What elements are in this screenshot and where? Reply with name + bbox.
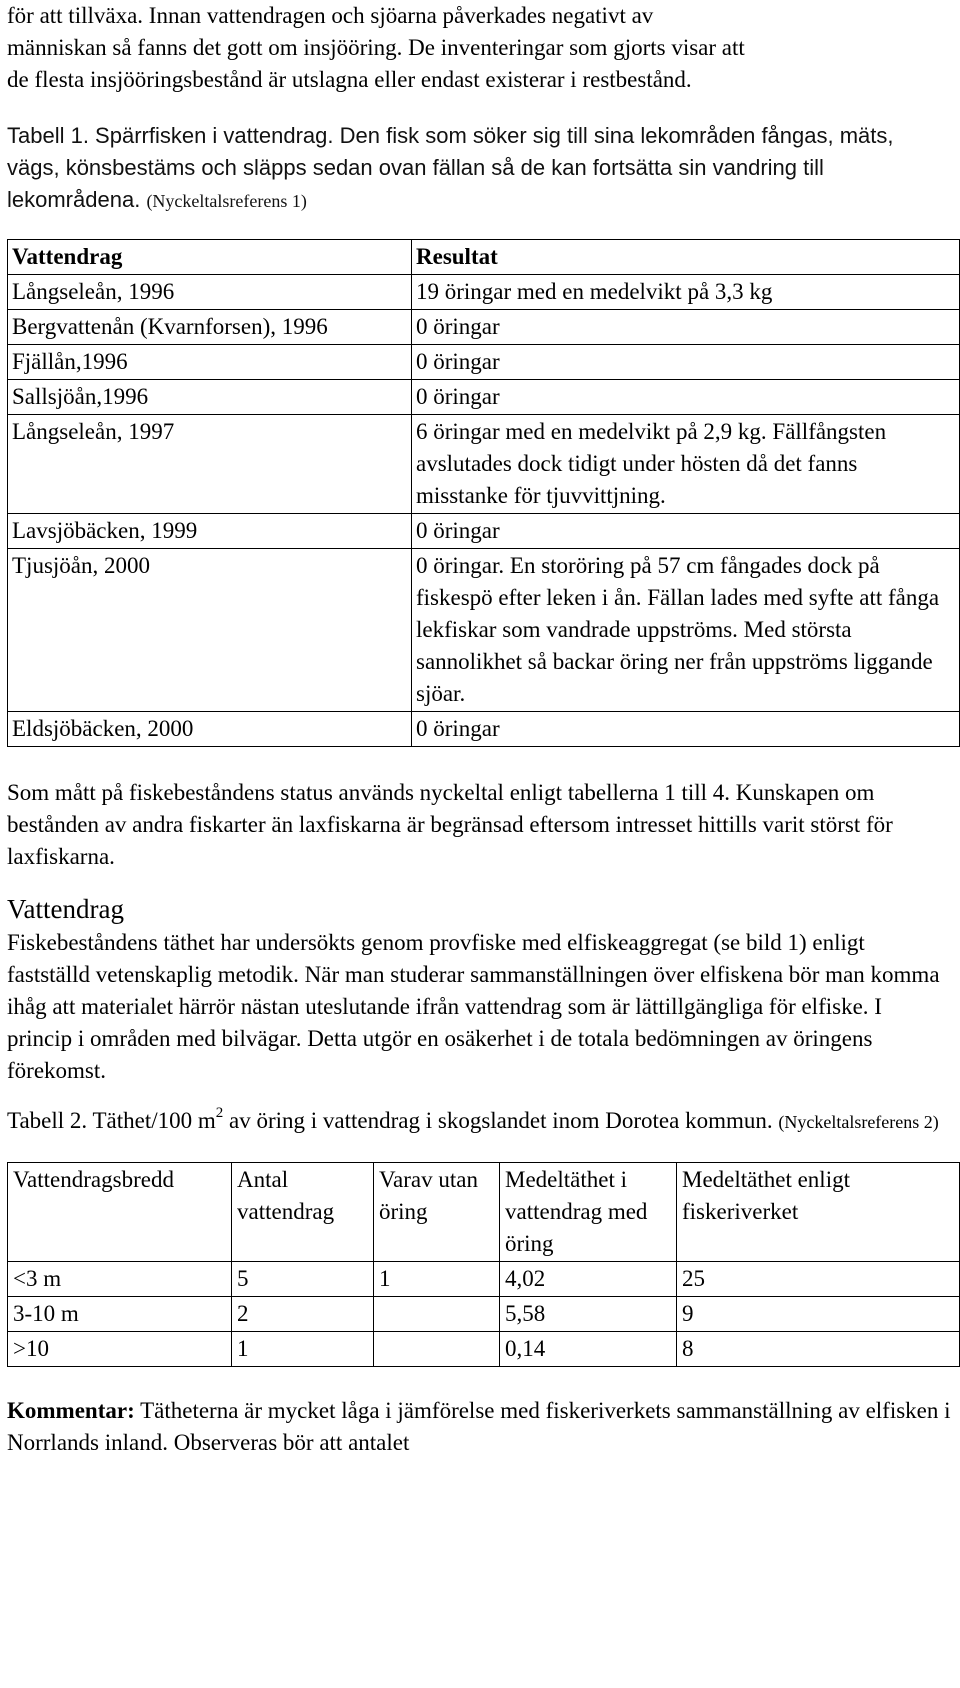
table1-header: Resultat [412, 240, 960, 275]
table-cell: 8 [677, 1332, 960, 1367]
table-cell: 1 [374, 1262, 500, 1297]
table-cell [374, 1332, 500, 1367]
section-body: Fiskebeståndens täthet har undersökts genom provfiske med elfiskeaggregat (se bild 1) enligt fastställd vetenskaplig metodik. När man studerar sammanställningen över elfiskena bör man komma ihåg att materialet härrör nästan uteslutande ifrån vattendrag som är lättillgängliga för elfiske. I princip i områden med bilvägar. Detta utgör en osäkerhet i de totala bedömningen av öringens förekomst. [7, 930, 940, 1083]
table-row [8, 310, 960, 345]
table-cell: 0 öringar [412, 345, 960, 380]
intro-line: människan så fanns det gott om insjööring. De inventeringar som gjorts visar att [7, 35, 745, 60]
table-cell [374, 1297, 500, 1332]
table-cell: Bergvattenån (Kvarnforsen), 1996 [8, 310, 412, 345]
table1-caption-text: Tabell 1. Spärrfisken i vattendrag. Den fisk som söker sig till sina lekområden fångas, mäts, vägs, könsbestäms och släpps sedan ovan fällan så de kan fortsätta sin vandring till lekområdena. [7, 123, 894, 212]
table-cell: Långseleån, 1997 [8, 415, 412, 514]
table-cell: 5 [232, 1262, 374, 1297]
table2 [7, 1162, 960, 1367]
table2-header: Varav utan öring [374, 1163, 500, 1262]
intro-line: för att tillväxa. Innan vattendragen och sjöarna påverkades negativt av [7, 3, 654, 28]
comment-text: Tätheterna är mycket låga i jämförelse med fiskeriverkets sammanställning av elfisken i Norrlands inland. Observeras bör att antalet [7, 1398, 951, 1455]
table-row [8, 380, 960, 415]
table2-caption-post: av öring i vattendrag i skogslandet inom Dorotea kommun. [223, 1108, 773, 1133]
table2-reference: (Nyckeltalsreferens 2) [778, 1112, 939, 1132]
table-row [8, 712, 960, 747]
table2-caption-superscript: 2 [215, 1105, 224, 1122]
table1 [7, 239, 960, 747]
table-cell: 1 [232, 1332, 374, 1367]
table2-header: Vattendragsbredd [8, 1163, 232, 1262]
table-cell: 0 öringar [412, 310, 960, 345]
table1-caption [7, 120, 952, 217]
table-cell: 0 öringar. En storöring på 57 cm fångades dock på fiskespö efter leken i ån. Fällan lades med syfte att fånga lekfiskar som vandrade uppströms. Med största sannolikhet så backar öring ner från uppströms liggande sjöar. [412, 549, 960, 712]
table-cell: 6 öringar med en medelvikt på 2,9 kg. Fällfångsten avslutades dock tidigt under hösten då det fanns misstanke för tjuvvittjning. [412, 415, 960, 514]
table-cell: Tjusjöån, 2000 [8, 549, 412, 712]
comment-paragraph [7, 1395, 952, 1459]
table2-caption-pre: Tabell 2. Täthet/100 m [7, 1108, 216, 1133]
table-row [8, 415, 960, 514]
table-cell: <3 m [8, 1262, 232, 1297]
table-cell: 0 öringar [412, 380, 960, 415]
intro-paragraph [7, 0, 952, 96]
table1-reference: (Nyckeltalsreferens 1) [146, 191, 307, 211]
intro-line: de flesta insjööringsbestånd är utslagna eller endast existerar i restbestånd. [7, 67, 692, 92]
table-row [8, 514, 960, 549]
table-row [8, 345, 960, 380]
table-cell: 25 [677, 1262, 960, 1297]
table-row [8, 549, 960, 712]
table-row [8, 1332, 960, 1367]
table-row [8, 275, 960, 310]
table2-header: Antal vattendrag [232, 1163, 374, 1262]
table-cell: 5,58 [500, 1297, 677, 1332]
table-cell: Eldsjöbäcken, 2000 [8, 712, 412, 747]
section-heading: Vattendrag [7, 894, 124, 924]
table2-caption [7, 1105, 952, 1138]
table-cell: 9 [677, 1297, 960, 1332]
table-row [8, 1297, 960, 1332]
comment-label: Kommentar: [7, 1398, 135, 1423]
table-cell: >10 [8, 1332, 232, 1367]
table-cell: 0,14 [500, 1332, 677, 1367]
table1-header: Vattendrag [8, 240, 412, 275]
table-cell: 19 öringar med en medelvikt på 3,3 kg [412, 275, 960, 310]
table-cell: 0 öringar [412, 514, 960, 549]
table-cell: Sallsjöån,1996 [8, 380, 412, 415]
table-cell: 4,02 [500, 1262, 677, 1297]
table-cell: 2 [232, 1297, 374, 1332]
table-cell: Långseleån, 1996 [8, 275, 412, 310]
table1-header-row [8, 240, 960, 275]
status-paragraph: Som mått på fiskebeståndens status används nyckeltal enligt tabellerna 1 till 4. Kunskapen om bestånden av andra fiskarter än laxfiskarna är begränsad eftersom intresset hittills varit störst för laxfiskarna. [7, 780, 893, 869]
table2-header: Medeltäthet enligt fiskeriverket [677, 1163, 960, 1262]
table-cell: Lavsjöbäcken, 1999 [8, 514, 412, 549]
table2-header: Medeltäthet i vattendrag med öring [500, 1163, 677, 1262]
table2-header-row [8, 1163, 960, 1262]
table-row [8, 1262, 960, 1297]
table-cell: 3-10 m [8, 1297, 232, 1332]
table-cell: 0 öringar [412, 712, 960, 747]
table-cell: Fjällån,1996 [8, 345, 412, 380]
